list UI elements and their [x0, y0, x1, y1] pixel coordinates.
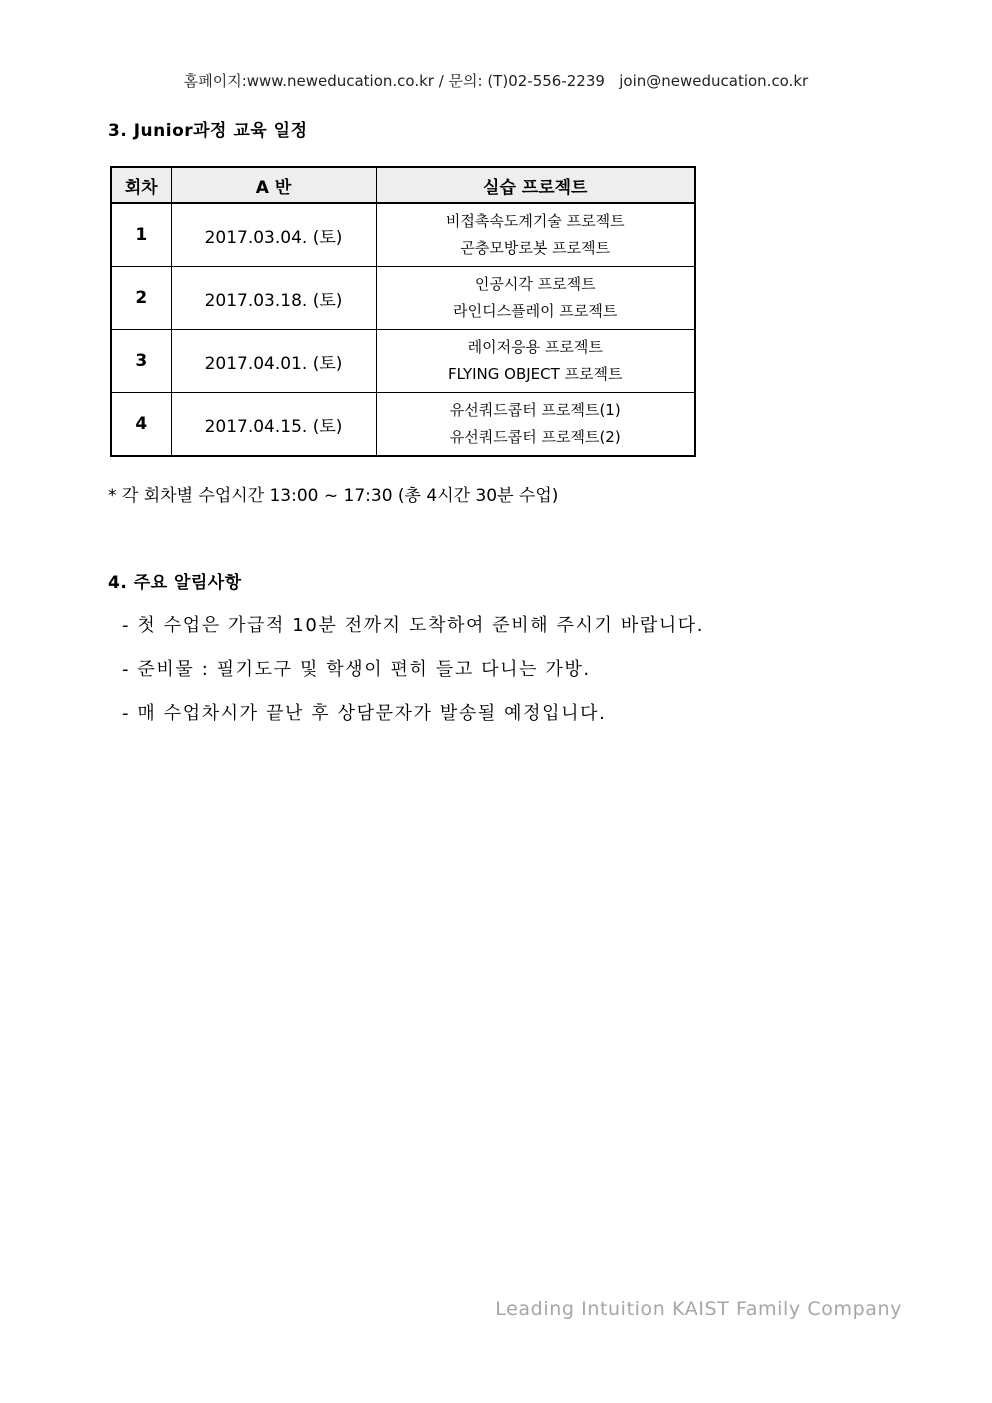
section-3-title: 3. Junior과정 교육 일정: [108, 121, 308, 141]
project-name: 곤충모방로봇 프로젝트: [460, 239, 611, 257]
project-name: FLYING OBJECT 프로젝트: [447, 365, 623, 383]
project-name: 레이저응용 프로젝트: [467, 338, 603, 356]
project-cell: [376, 203, 695, 267]
round-number: 4: [111, 393, 171, 457]
session-date: 2017.04.01. (토): [171, 330, 376, 393]
footer-tagline: Leading Intuition KAIST Family Company: [495, 1298, 902, 1320]
header-class-a: A 반: [171, 167, 376, 203]
notice-item: - 첫 수업은 가급적 10분 전까지 도착하여 준비해 주시기 바랍니다.: [122, 615, 705, 636]
class-time-note: * 각 회차별 수업시간 13:00 ~ 17:30 (총 4시간 30분 수업): [108, 486, 559, 506]
round-number: 1: [111, 203, 171, 267]
round-number: 2: [111, 267, 171, 330]
table-row: [111, 330, 695, 393]
project-name: 비접촉속도계기술 프로젝트: [445, 212, 625, 230]
notice-list: [122, 611, 704, 743]
project-cell: [376, 393, 695, 457]
project-name: 유선쿼드콥터 프로젝트(1): [449, 401, 621, 419]
header-projects: 실습 프로젝트: [376, 167, 695, 203]
notice-item: - 매 수업차시가 끝난 후 상담문자가 발송될 예정입니다.: [122, 703, 607, 724]
table-header-row: [111, 167, 695, 203]
table-row: [111, 203, 695, 267]
project-name: 유선쿼드콥터 프로젝트(2): [449, 428, 621, 446]
schedule-table: [110, 166, 696, 457]
header-round: 회차: [111, 167, 171, 203]
session-date: 2017.04.15. (토): [171, 393, 376, 457]
notice-item: - 준비물 : 필기도구 및 학생이 편히 들고 다니는 가방.: [122, 659, 591, 680]
project-name: 인공시각 프로젝트: [474, 275, 596, 293]
session-date: 2017.03.04. (토): [171, 203, 376, 267]
table-row: [111, 267, 695, 330]
page-header-contact: 홈페이지:www.neweducation.co.kr / 문의: (T)02-556-2239 join@neweducation.co.kr: [183, 72, 809, 90]
project-name: 라인디스플레이 프로젝트: [453, 302, 618, 320]
session-date: 2017.03.18. (토): [171, 267, 376, 330]
project-cell: [376, 330, 695, 393]
section-4-title: 4. 주요 알림사항: [108, 573, 242, 593]
table-row: [111, 393, 695, 457]
project-cell: [376, 267, 695, 330]
round-number: 3: [111, 330, 171, 393]
